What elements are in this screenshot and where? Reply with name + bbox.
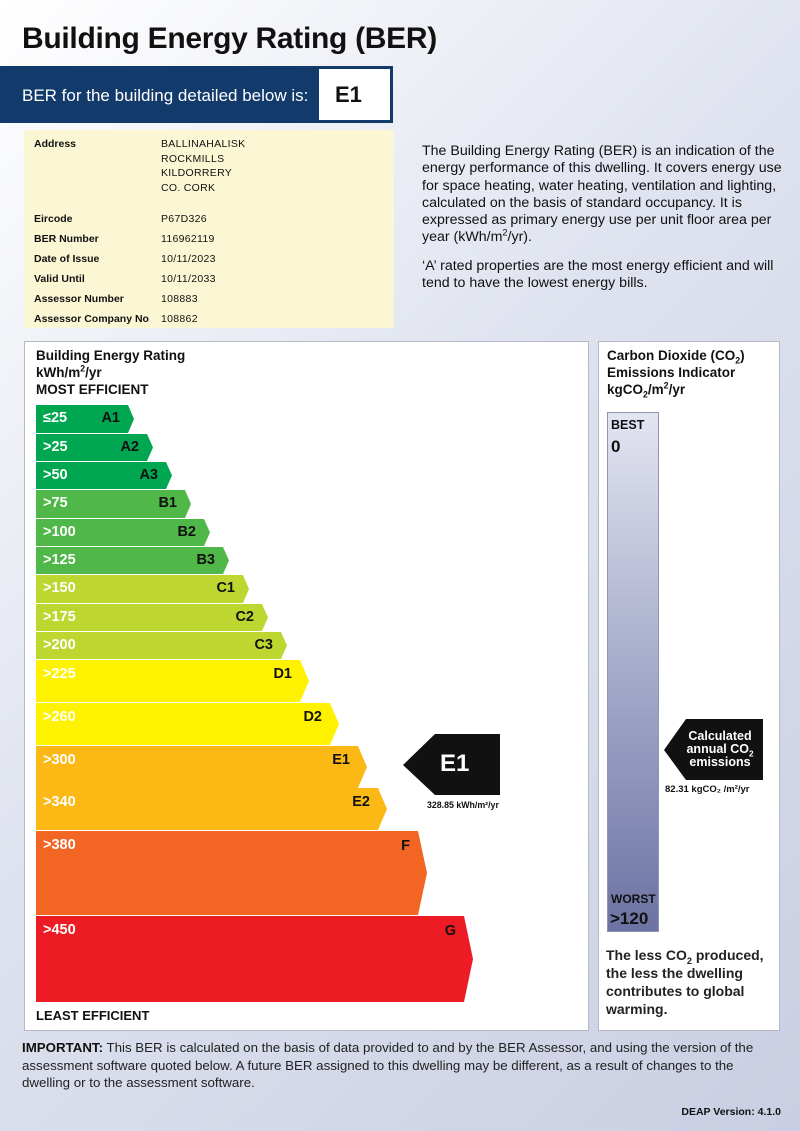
energy-band-arrow [36,703,339,745]
detail-label: Address [34,138,77,150]
co2-emissions-value: 82.31 kgCO₂ /m²/yr [665,784,750,795]
energy-band-letter: G [444,923,456,939]
energy-band-arrow [36,660,309,702]
energy-band-range: >340 [43,794,76,810]
energy-band-range: >125 [43,552,76,568]
detail-value: 108862 [161,313,198,325]
detail-label: Date of Issue [34,253,100,265]
energy-band-arrow [36,746,367,788]
energy-band-range: >25 [43,439,68,455]
co2-worst-label: WORST [611,892,656,906]
co2-best-label: BEST [611,418,645,432]
important-notice: IMPORTANT: This BER is calculated on the basis of data provided to and by the BER Assessor, and using the version of the assessment software quoted below. A future BER assigned to this dwelling may be different, as a result of changes to the dwelling or to the assessment software. [22,1040,754,1090]
co2-arrow-label: Calculated annual $CO_2$ emissions [686,729,754,769]
detail-value: 116962119 [161,233,215,245]
co2-title-line2: Emissions Indicator [607,365,736,380]
energy-band-range: >380 [43,837,76,853]
energy-band-range: >225 [43,666,76,682]
energy-scale-unit: kWh/$m^2/yr$ [36,363,102,380]
detail-label: Valid Until [34,273,85,285]
detail-label: BER Number [34,233,99,245]
energy-band-c3 [36,632,287,659]
energy-band-letter: B2 [177,524,196,540]
energy-band-letter: A2 [120,439,139,455]
energy-band-b3 [36,547,229,574]
co2-gradient-bar [607,412,659,932]
energy-band-b1 [36,490,191,518]
energy-band-a1 [36,405,134,433]
energy-band-letter: C1 [216,580,235,596]
energy-band-d2 [36,703,339,745]
detail-label: Assessor Number [34,293,124,305]
energy-band-range: >260 [43,709,76,725]
energy-band-range: ≤25 [43,410,68,426]
energy-band-arrow [36,916,473,1002]
energy-band-letter: B3 [196,552,215,568]
energy-band-c1 [36,575,249,603]
energy-band-a3 [36,462,172,489]
energy-band-letter: E1 [332,752,350,768]
a-rated-paragraph: ‘A’ rated properties are the most energy efficient and will tend to have the lowest energy bills. [422,257,774,292]
page-title: Building Energy Rating (BER) [22,22,437,55]
co2-worst-value: >120 [610,909,649,928]
ber-result-rating: E1 [319,69,390,120]
most-efficient-label: MOST EFFICIENT [36,382,149,397]
address-line-3: KILDORRERY [161,167,233,179]
detail-value: P67D326 [161,213,207,225]
energy-band-range: >50 [43,467,68,483]
energy-band-e1 [36,746,367,788]
ber-explanation [422,143,784,303]
energy-band-range: >150 [43,580,76,596]
current-rating-value: 328.85 kWh/m²/yr [427,800,499,810]
energy-band-f [36,831,427,915]
energy-band-c2 [36,604,268,631]
energy-band-range: >300 [43,752,76,768]
detail-value: 10/11/2033 [161,273,216,285]
deap-version: DEAP Version: 4.1.0 [681,1106,781,1118]
co2-note: The less $CO_2$ produced, the less the dwelling contributes to global warming. [606,947,764,1017]
co2-unit: $kgCO_2/m^2/yr$ [607,380,686,400]
energy-band-letter: C3 [254,637,273,653]
detail-value: 10/11/2023 [161,253,216,265]
address-line-2: ROCKMILLS [161,152,225,165]
energy-band-letter: E2 [352,794,370,810]
detail-value: 108883 [161,293,198,305]
detail-label: Eircode [34,213,73,225]
energy-band-range: >450 [43,922,76,938]
address-line-1: BALLINAHALISK [161,138,246,150]
co2-best-value: 0 [611,437,621,456]
ber-result-label: BER for the building detailed below is: [22,86,309,105]
energy-band-range: >200 [43,637,76,653]
energy-band-letter: D1 [273,666,292,682]
detail-label: Assessor Company No [34,313,149,325]
energy-band-letter: A1 [101,410,120,426]
energy-band-letter: F [401,838,410,854]
energy-band-range: >75 [43,495,68,511]
energy-band-g [36,916,473,1002]
energy-band-letter: C2 [235,609,254,625]
co2-title: Carbon Dioxide $(CO_2)$ [607,348,745,366]
least-efficient-label: LEAST EFFICIENT [36,1008,150,1023]
energy-band-letter: A3 [139,467,158,483]
ber-explanation-paragraph: The Building Energy Rating (BER) is an indication of the energy performance of this dwelling. It covers energy use for space heating, water heating, ventilation and lighting, calculated on the basis of standard occupancy. It is expressed as primary energy use per unit floor area per year $(kWh/m^2/yr)$. [422,143,782,246]
energy-band-letter: D2 [303,709,322,725]
address-line-4: CO. CORK [161,181,216,194]
energy-band-d1 [36,660,309,702]
energy-band-arrow [36,831,427,915]
energy-band-letter: B1 [158,495,177,511]
energy-band-arrow [36,788,387,830]
energy-band-range: >175 [43,609,76,625]
energy-band-e2 [36,788,387,830]
current-rating-label: E1 [440,750,470,777]
energy-scale-title: Building Energy Rating [36,348,186,363]
building-details-panel [24,130,394,328]
energy-band-a2 [36,434,153,461]
energy-band-range: >100 [43,524,76,540]
co2-header [607,347,745,398]
energy-band-b2 [36,519,210,546]
energy-scale-header [36,347,185,398]
